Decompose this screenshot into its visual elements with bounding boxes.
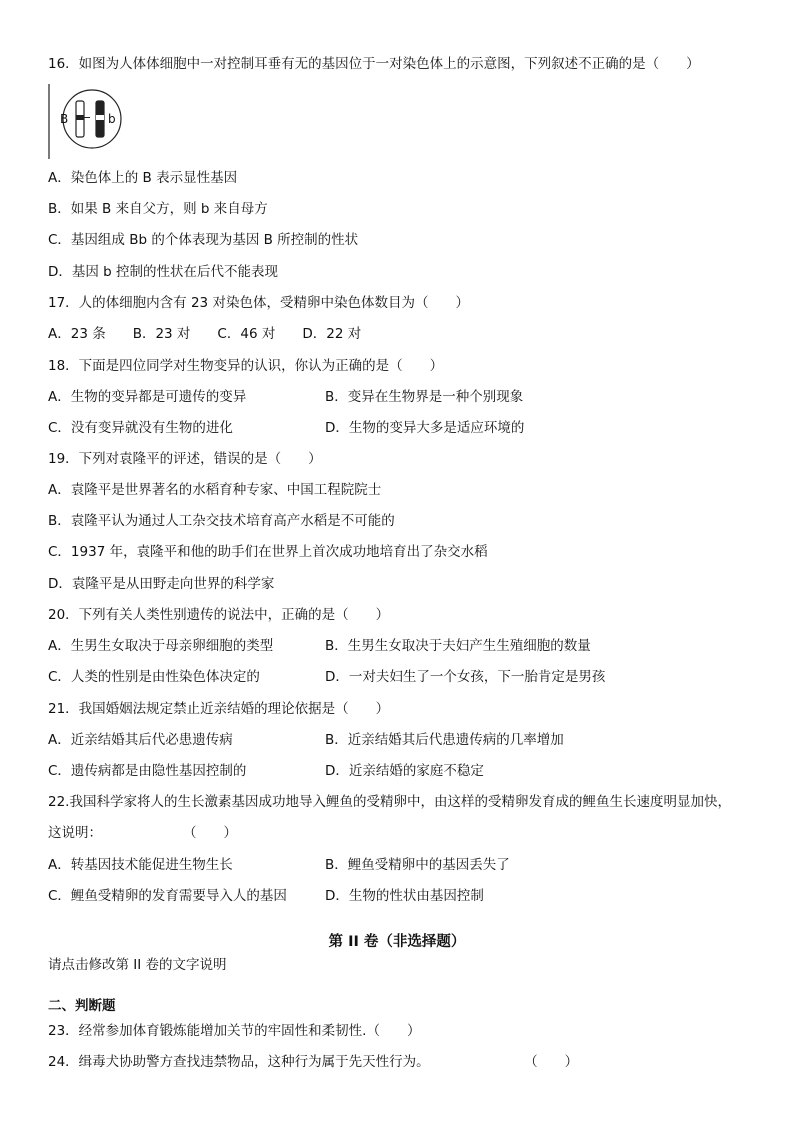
q20-option-c: C．人类的性别是由性染色体决定的 (48, 669, 260, 685)
question-19-stem: 19．下列对袁隆平的评述，错误的是（ ） (48, 451, 322, 467)
q19-option-c: C．1937 年，袁隆平和他的助手们在世界上首次成功地培育出了杂交水稻 (48, 544, 488, 560)
question-18-stem: 18．下面是四位同学对生物变异的认识，你认为正确的是（ ） (48, 358, 444, 374)
chromosome-figure (48, 84, 138, 159)
q16-option-a: A．染色体上的 B 表示显性基因 (48, 170, 238, 186)
q20-option-b: B．生男生女取决于夫妇产生生殖细胞的数量 (325, 638, 591, 654)
q22-option-a: A．转基因技术能促进生物生长 (48, 857, 233, 873)
q20-option-d: D．一对夫妇生了一个女孩，下一胎肯定是男孩 (325, 669, 606, 685)
q21-option-c: C．遗传病都是由隐性基因控制的 (48, 763, 247, 779)
q22-option-d: D．生物的性状由基因控制 (325, 888, 484, 904)
gene-label-right: b (108, 112, 116, 126)
q19-option-d: D．袁隆平是从田野走向世界的科学家 (48, 576, 275, 592)
part-2-note: 请点击修改第 II 卷的文字说明 (48, 957, 227, 973)
q20-option-a: A．生男生女取决于母亲卵细胞的类型 (48, 638, 274, 654)
gene-label-left: B (60, 112, 69, 126)
question-20-stem: 20．下列有关人类性别遗传的说法中，正确的是（ ） (48, 607, 390, 623)
q18-option-a: A．生物的变异都是可遗传的变异 (48, 389, 247, 405)
q18-option-d: D．生物的变异大多是适应环境的 (325, 420, 525, 436)
question-16-stem: 16．如图为人体体细胞中一对控制耳垂有无的基因位于一对染色体上的示意图，下列叙述不正确的是（ ） (48, 56, 700, 72)
q19-option-b: B．袁隆平认为通过人工杂交技术培育高产水稻是不可能的 (48, 513, 395, 529)
question-24: 24．缉毒犬协助警方查找违禁物品，这种行为属于先天性行为。 （ ） (48, 1054, 579, 1070)
q19-option-a: A．袁隆平是世界著名的水稻育种专家、中国工程院院士 (48, 482, 382, 498)
question-22-stem-line2: 这说明： （ ） (48, 825, 237, 841)
question-21-stem: 21．我国婚姻法规定禁止近亲结婚的理论依据是（ ） (48, 701, 390, 717)
q22-option-c: C．鲤鱼受精卵的发育需要导入人的基因 (48, 888, 287, 904)
q21-option-a: A．近亲结婚其后代必患遗传病 (48, 732, 233, 748)
q16-option-d: D．基因 b 控制的性状在后代不能表现 (48, 264, 279, 280)
question-17-stem: 17．人的体细胞内含有 23 对染色体，受精卵中染色体数目为（ ） (48, 295, 469, 311)
question-23: 23．经常参加体育锻炼能增加关节的牢固性和柔韧性.（ ） (48, 1023, 421, 1039)
q17-options: A．23 条 B．23 对 C．46 对 D．22 对 (48, 326, 362, 342)
q18-option-c: C．没有变异就没有生物的进化 (48, 420, 233, 436)
chromosome-pair-diagram (48, 84, 138, 159)
q22-option-b: B．鲤鱼受精卵中的基因丢失了 (325, 857, 510, 873)
q16-option-c: C．基因组成 Bb 的个体表现为基因 B 所控制的性状 (48, 232, 359, 248)
q18-option-b: B．变异在生物界是一种个别现象 (325, 389, 524, 405)
q16-option-b: B．如果 B 来自父方，则 b 来自母方 (48, 201, 268, 217)
section-2-heading: 二、判断题 (48, 998, 116, 1014)
q21-option-b: B．近亲结婚其后代患遗传病的几率增加 (325, 732, 564, 748)
q21-option-d: D．近亲结婚的家庭不稳定 (325, 763, 484, 779)
question-22-stem-line1: 22.我国科学家将人的生长激素基因成功地导入鲤鱼的受精卵中，由这样的受精卵发育成的鲤鱼生长速度明显加快， (48, 794, 731, 810)
part-2-title: 第 II 卷（非选择题） (328, 934, 466, 950)
